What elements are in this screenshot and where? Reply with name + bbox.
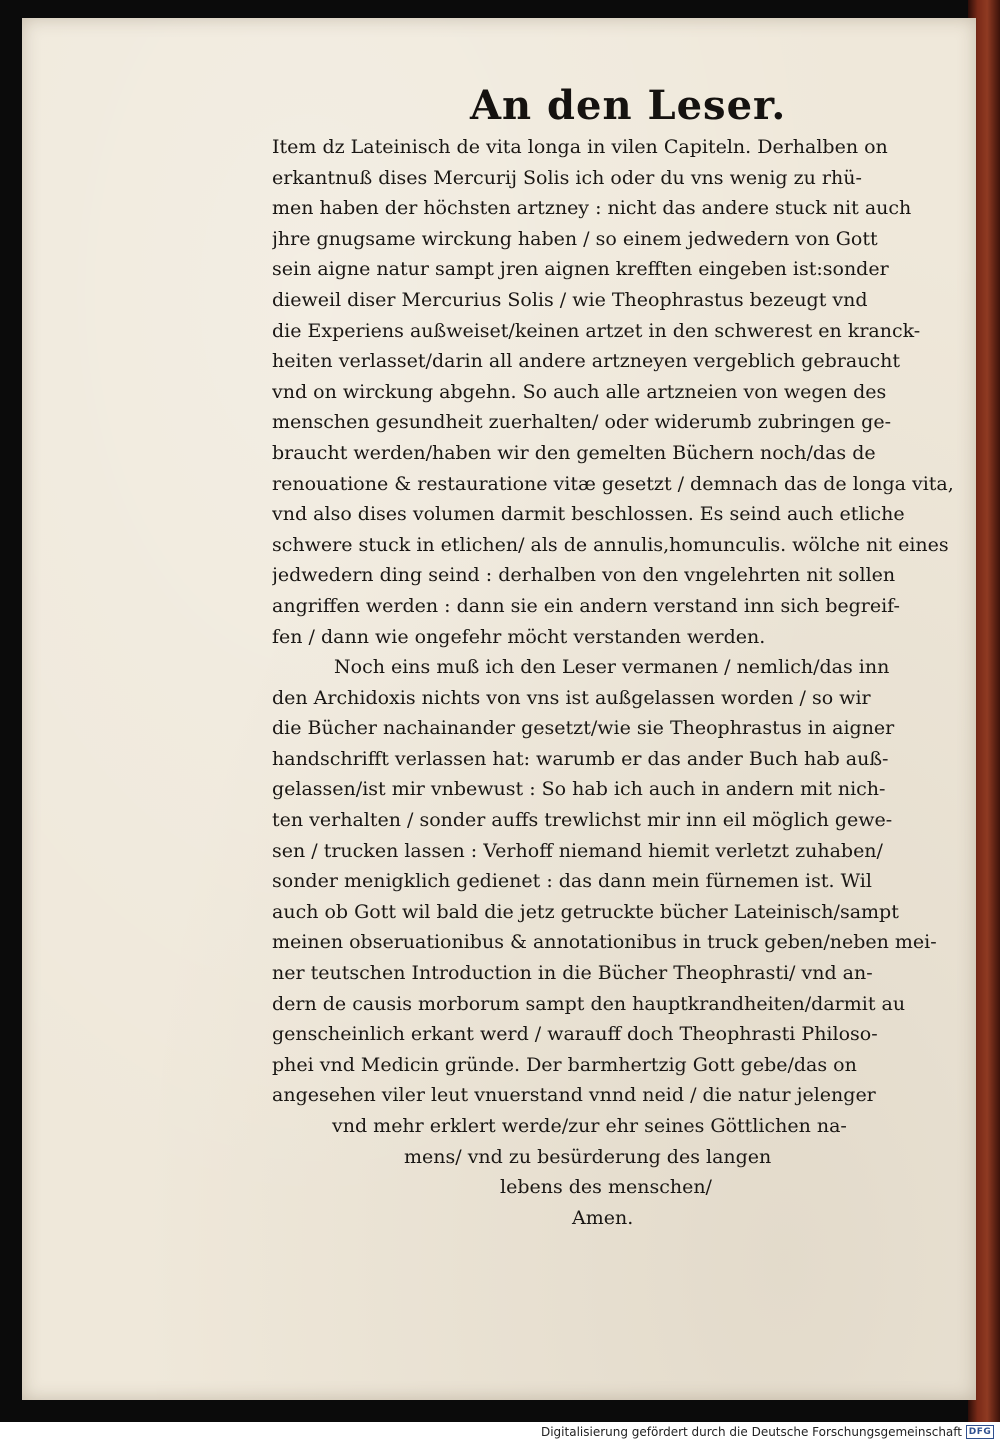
text-line: angriffen werden : dann sie ein andern verstand inn sich begreif- (272, 594, 900, 617)
text-line: auch ob Gott wil bald die jetz getruckte bücher Lateinisch/sampt (272, 900, 899, 923)
text-line: phei vnd Medicin gründe. Der barmhertzig Gott gebe/das on (272, 1053, 857, 1076)
text-line: erkantnuß dises Mercurij Solis ich oder du vns wenig zu rhü- (272, 166, 862, 189)
text-line: vnd also dises volumen darmit beschlossen. Es seind auch etliche (272, 503, 905, 526)
text-line: die Bücher nachainander gesetzt/wie sie Theophrastus in aigner (272, 717, 895, 740)
text-line: vnd on wirckung abgehn. So auch alle artzneien von wegen des (272, 380, 887, 403)
text-line: dieweil diser Mercurius Solis / wie Theophrastus bezeugt vnd (272, 288, 868, 311)
text-line: genscheinlich erkant werd / warauff doch Theophrasti Philoso- (272, 1023, 878, 1046)
text-line: die Experiens außweiset/keinen artzet in den schwerest en kranck- (272, 319, 921, 342)
closing-line: mens/ vnd zu besürderung des langen (404, 1145, 772, 1168)
text-line: braucht werden/haben wir den gemelten Büchern noch/das de (272, 441, 876, 464)
text-line: Item dz Lateinisch de vita longa in vilen Capiteln. Derhalben on (272, 136, 888, 158)
text-line: sein aigne natur sampt jren aignen krefften eingeben ist:sonder (272, 258, 889, 281)
dfg-logo-icon: DFG (966, 1425, 994, 1439)
text-line: fen / dann wie ongefehr möcht verstanden werden. (272, 625, 766, 648)
text-line: gelassen/ist mir vnbewust : So hab ich auch in andern mit nich- (272, 778, 886, 801)
text-line: jhre gnugsame wirckung haben / so einem jedwedern von Gott (272, 227, 878, 250)
text-line: men haben der höchsten artzney : nicht das andere stuck nit auch (272, 197, 912, 220)
footer-bar (0, 1422, 1000, 1443)
text-line: angesehen viler leut vnuerstand vnnd neid / die natur jelenger (272, 1084, 876, 1107)
page-heading: An den Leser. (470, 82, 787, 129)
text-line: schwere stuck in etlichen/ als de annulis,homunculis. wölche nit eines (272, 533, 949, 556)
body-text (272, 132, 967, 1233)
paragraph-first-line: Noch eins muß ich den Leser vermanen / nemlich/das inn (334, 656, 890, 679)
text-line: sen / trucken lassen : Verhoff niemand hiemit verletzt zuhaben/ (272, 839, 883, 862)
closing-line: lebens des menschen/ (500, 1176, 712, 1199)
text-line: jedwedern ding seind : derhalben von den vngelehrten nit sollen (272, 564, 896, 587)
text-line: menschen gesundheit zuerhalten/ oder widerumb zubringen ge- (272, 411, 892, 434)
text-line: ner teutschen Introduction in die Bücher Theophrasti/ vnd an- (272, 962, 873, 985)
text-line: renouatione & restauratione vitæ gesetzt / demnach das de longa vita, (272, 472, 954, 495)
text-line: handschrifft verlassen hat: warumb er das ander Buch hab auß- (272, 747, 889, 770)
text-line: den Archidoxis nichts von vns ist außgelassen worden / so wir (272, 686, 871, 709)
text-line: sonder menigklich gedienet : das dann mein fürnemen ist. Wil (272, 870, 872, 893)
text-line: heiten verlasset/darin all andere artzneyen vergeblich gebraucht (272, 350, 900, 373)
closing-amen: Amen. (572, 1206, 634, 1229)
text-line: dern de causis morborum sampt den hauptkrandheiten/darmit au (272, 992, 906, 1015)
funding-note: Digitalisierung gefördert durch die Deutsche Forschungsgemeinschaft (540, 1425, 962, 1439)
text-line: meinen obseruationibus & annotationibus in truck geben/neben mei- (272, 931, 937, 954)
closing-line: vnd mehr erklert werde/zur ehr seines Göttlichen na- (332, 1115, 847, 1137)
text-line: ten verhalten / sonder auffs trewlichst mir inn eil möglich gewe- (272, 809, 893, 832)
